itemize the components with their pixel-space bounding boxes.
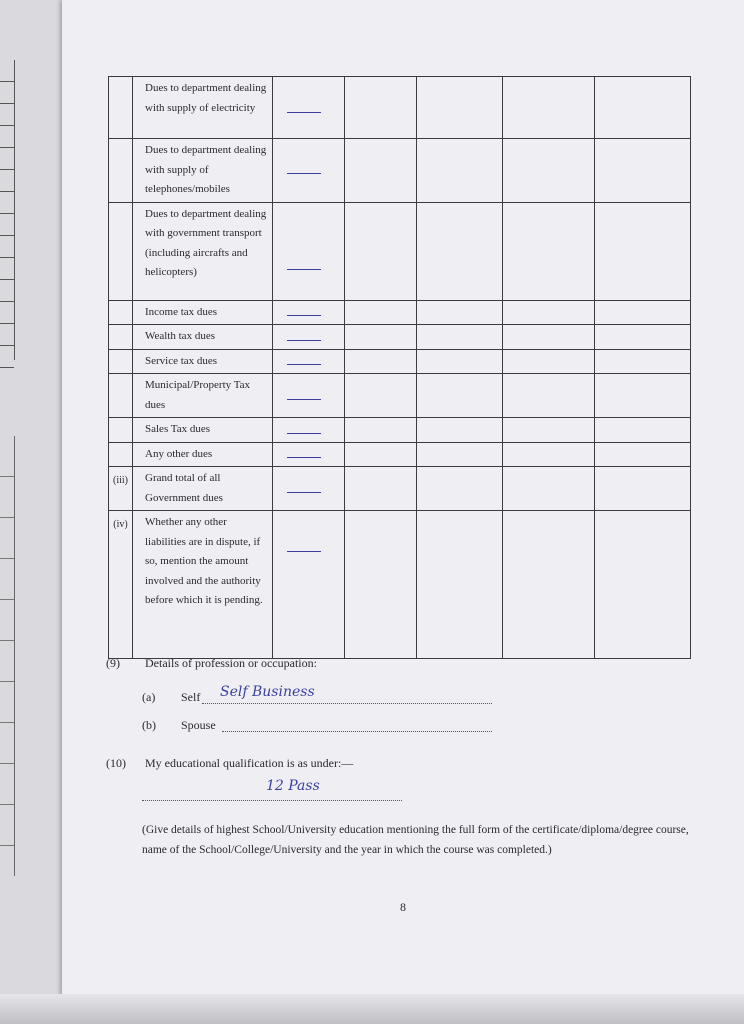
row-empty-cell[interactable] — [503, 139, 595, 203]
row-empty-cell[interactable] — [503, 325, 595, 350]
row-amount-cell[interactable] — [273, 139, 345, 203]
handwritten-dash — [287, 315, 321, 317]
row-empty-cell[interactable] — [595, 77, 691, 139]
handwritten-dash — [287, 399, 321, 401]
row-amount-cell[interactable] — [273, 374, 345, 418]
row-empty-cell[interactable] — [345, 418, 417, 443]
handwritten-dash — [287, 364, 321, 366]
self-occupation-value[interactable]: Self Business — [220, 684, 315, 700]
dues-row — [109, 442, 691, 467]
dues-row — [109, 374, 691, 418]
row-number — [109, 418, 133, 443]
row-label: Any other dues — [133, 442, 273, 467]
row-empty-cell[interactable] — [595, 418, 691, 443]
dues-row — [109, 325, 691, 350]
row-empty-cell[interactable] — [417, 511, 503, 659]
row-empty-cell[interactable] — [503, 511, 595, 659]
spouse-label: (b) — [142, 718, 156, 732]
row-empty-cell[interactable] — [345, 139, 417, 203]
page-edge — [0, 994, 744, 1024]
dues-row — [109, 300, 691, 325]
row-label: Dues to department dealing with supply of telephones/mobiles — [133, 139, 273, 203]
dues-table — [108, 76, 691, 659]
row-empty-cell[interactable] — [345, 325, 417, 350]
section-10-title: My educational qualification is as under:— — [145, 756, 354, 770]
row-empty-cell[interactable] — [595, 300, 691, 325]
dues-row — [109, 467, 691, 511]
section-9 — [106, 656, 317, 671]
self-field-label: Self — [181, 690, 201, 704]
qualification-value: 12 Pass — [266, 778, 320, 794]
handwritten-dash — [287, 269, 321, 271]
qualification-line[interactable] — [142, 778, 402, 801]
dues-row — [109, 349, 691, 374]
row-empty-cell[interactable] — [503, 418, 595, 443]
row-empty-cell[interactable] — [345, 77, 417, 139]
row-empty-cell[interactable] — [595, 325, 691, 350]
row-label: Grand total of all Government dues — [133, 467, 273, 511]
row-number: (iv) — [109, 511, 133, 659]
row-number — [109, 300, 133, 325]
row-empty-cell[interactable] — [503, 442, 595, 467]
row-number: (iii) — [109, 467, 133, 511]
underlying-table-lines-lower — [0, 436, 15, 876]
row-label: Whether any other liabilities are in dispute, if so, mention the amount involved and the authority before which it is pending. — [133, 511, 273, 659]
row-amount-cell[interactable] — [273, 300, 345, 325]
row-empty-cell[interactable] — [503, 77, 595, 139]
row-label: Sales Tax dues — [133, 418, 273, 443]
handwritten-dash — [287, 340, 321, 342]
row-empty-cell[interactable] — [345, 442, 417, 467]
section-9-title: Details of profession or occupation: — [145, 656, 317, 670]
row-label: Service tax dues — [133, 349, 273, 374]
dues-row — [109, 202, 691, 300]
row-number — [109, 349, 133, 374]
row-empty-cell[interactable] — [503, 374, 595, 418]
dues-row — [109, 77, 691, 139]
row-empty-cell[interactable] — [595, 442, 691, 467]
row-empty-cell[interactable] — [417, 202, 503, 300]
row-empty-cell[interactable] — [345, 511, 417, 659]
handwritten-dash — [287, 492, 321, 494]
row-empty-cell[interactable] — [595, 467, 691, 511]
row-empty-cell[interactable] — [345, 349, 417, 374]
row-label: Wealth tax dues — [133, 325, 273, 350]
spouse-blank-line[interactable] — [222, 731, 492, 732]
row-amount-cell[interactable] — [273, 467, 345, 511]
row-empty-cell[interactable] — [417, 374, 503, 418]
row-empty-cell[interactable] — [417, 300, 503, 325]
row-label: Municipal/Property Tax dues — [133, 374, 273, 418]
row-empty-cell[interactable] — [503, 467, 595, 511]
row-amount-cell[interactable] — [273, 442, 345, 467]
row-amount-cell[interactable] — [273, 77, 345, 139]
row-amount-cell[interactable] — [273, 325, 345, 350]
dues-row — [109, 139, 691, 203]
row-empty-cell[interactable] — [595, 139, 691, 203]
row-amount-cell[interactable] — [273, 349, 345, 374]
row-amount-cell[interactable] — [273, 511, 345, 659]
row-number — [109, 442, 133, 467]
row-amount-cell[interactable] — [273, 418, 345, 443]
row-empty-cell[interactable] — [345, 300, 417, 325]
row-amount-cell[interactable] — [273, 202, 345, 300]
spouse-occupation-row — [142, 718, 492, 733]
row-empty-cell[interactable] — [345, 202, 417, 300]
handwritten-dash — [287, 457, 321, 459]
row-empty-cell[interactable] — [417, 349, 503, 374]
underlying-page — [0, 0, 62, 1000]
row-empty-cell[interactable] — [417, 467, 503, 511]
row-number — [109, 139, 133, 203]
self-occupation-row — [142, 684, 492, 705]
row-empty-cell[interactable] — [417, 77, 503, 139]
handwritten-dash — [287, 551, 321, 553]
row-number — [109, 202, 133, 300]
row-number — [109, 325, 133, 350]
row-empty-cell[interactable] — [345, 467, 417, 511]
spouse-field-label: Spouse — [181, 718, 216, 732]
handwritten-dash — [287, 173, 321, 175]
row-empty-cell[interactable] — [417, 139, 503, 203]
dues-row — [109, 418, 691, 443]
handwritten-dash — [287, 112, 321, 114]
section-9-number: (9) — [106, 656, 120, 670]
row-empty-cell[interactable] — [595, 349, 691, 374]
row-empty-cell[interactable] — [417, 418, 503, 443]
row-empty-cell[interactable] — [503, 349, 595, 374]
qualification-note: (Give details of highest School/University education mentioning the full form of the certificate/diploma/degree course, name of the School/College/University and the year in which the course was completed.) — [142, 824, 689, 856]
handwritten-dash — [287, 433, 321, 435]
section-10-number: (10) — [106, 756, 126, 770]
row-number — [109, 77, 133, 139]
row-empty-cell[interactable] — [595, 374, 691, 418]
row-label: Dues to department dealing with government transport (including aircrafts and helicopters) — [133, 202, 273, 300]
underlying-table-lines — [0, 60, 15, 360]
dues-row — [109, 511, 691, 659]
row-number — [109, 374, 133, 418]
row-empty-cell[interactable] — [345, 374, 417, 418]
row-label: Dues to department dealing with supply of electricity — [133, 77, 273, 139]
row-empty-cell[interactable] — [417, 442, 503, 467]
self-label: (a) — [142, 690, 156, 704]
row-empty-cell[interactable] — [595, 202, 691, 300]
row-empty-cell[interactable] — [595, 511, 691, 659]
section-10 — [106, 756, 353, 771]
row-label: Income tax dues — [133, 300, 273, 325]
row-empty-cell[interactable] — [503, 202, 595, 300]
row-empty-cell[interactable] — [503, 300, 595, 325]
page-number: 8 — [400, 900, 406, 914]
document-page — [62, 0, 744, 996]
row-empty-cell[interactable] — [417, 325, 503, 350]
